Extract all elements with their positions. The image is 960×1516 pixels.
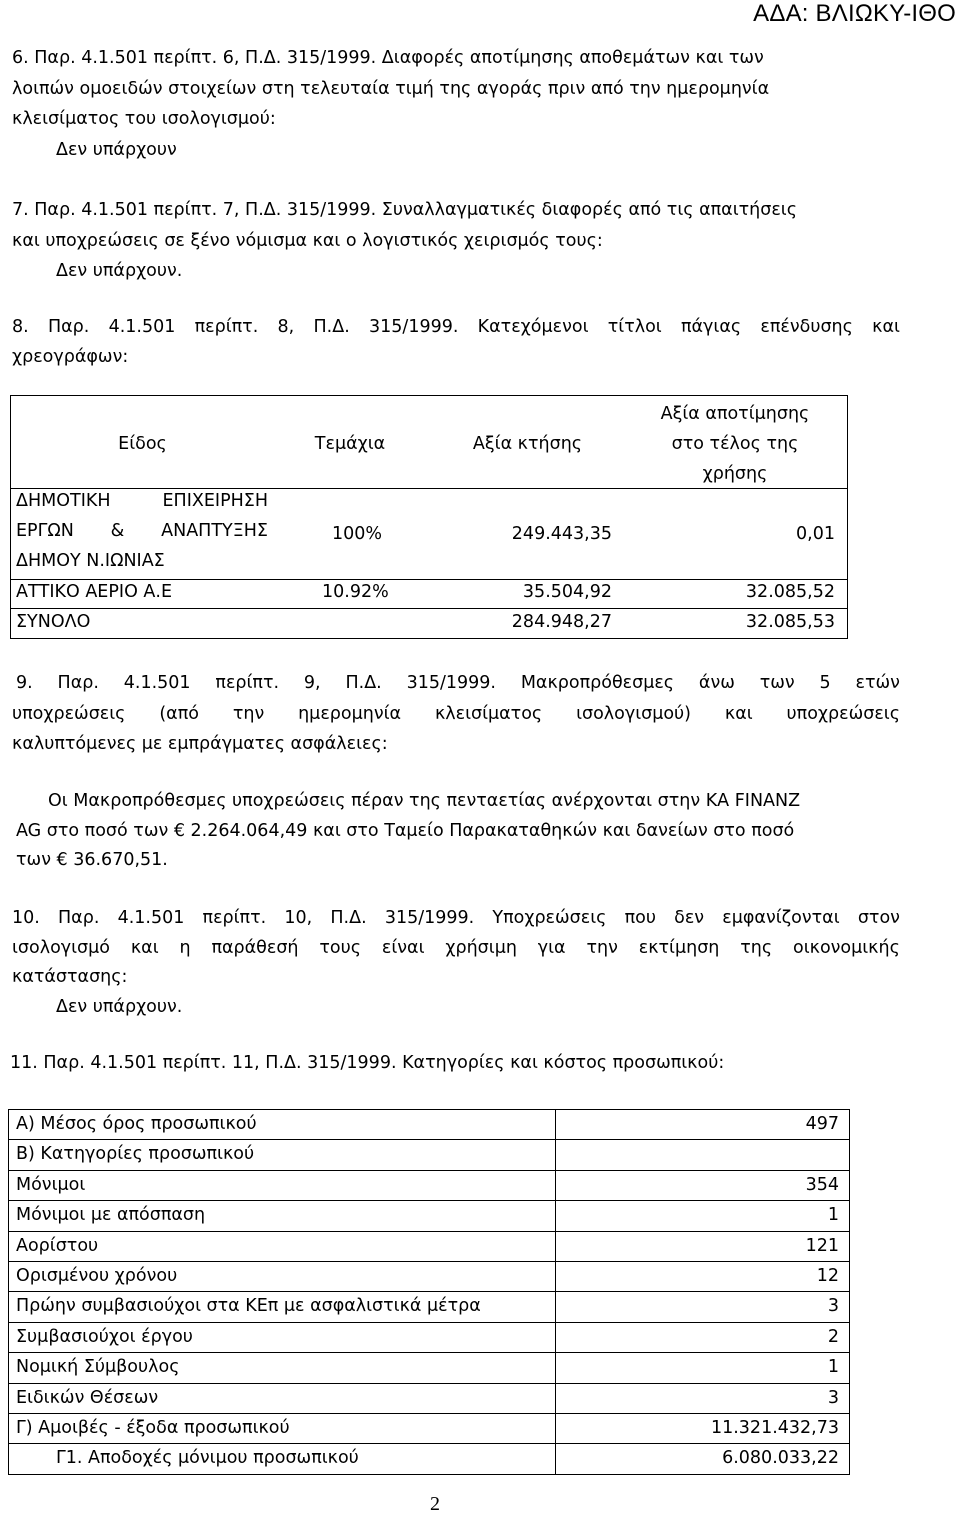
staff-row-border: [8, 1200, 849, 1201]
section6-line3: κλεισίματος του ισολογισμού:: [12, 109, 276, 129]
row1-pieces: 100%: [332, 524, 383, 544]
section8-line1-word: Π.Δ.: [313, 317, 350, 337]
section10-line2-word: τους: [319, 938, 362, 958]
row1-type-line1: [16, 490, 268, 512]
header-pieces: Τεμάχια: [314, 434, 386, 454]
section10-line3: κατάστασης:: [12, 967, 128, 987]
section10-line1-word: που: [624, 908, 656, 928]
row1-type-line1-word: ΕΠΙΧΕΙΡΗΣΗ: [162, 491, 268, 511]
row3-cost: 284.948,27: [511, 612, 612, 632]
section10-line1-word: 4.1.501: [117, 908, 185, 928]
row1-cost: 249.443,35: [511, 524, 612, 544]
section8-line1: [12, 316, 900, 338]
section10-line1-word: 10,: [284, 908, 313, 928]
section10-line1-word: στον: [857, 908, 900, 928]
row2-pieces: 10.92%: [322, 582, 389, 602]
header-cost: Αξία κτήσης: [472, 434, 583, 454]
section10-line2-word: οικονομικής: [793, 938, 900, 958]
row3-type: ΣΥΝΟΛΟ: [16, 612, 91, 632]
section8-line1-word: Κατεχόμενοι: [477, 317, 589, 337]
section10-line1-word: Υποχρεώσεις: [492, 908, 607, 928]
section9-line3: καλυπτόμενες με εμπράγματες ασφάλειες:: [12, 734, 388, 754]
row2-type: ΑΤΤΙΚΟ ΑΕΡΙΟ Α.Ε: [16, 582, 172, 602]
section9-line1-word: 315/1999.: [406, 673, 496, 693]
section8-line1-word: επένδυσης: [760, 317, 853, 337]
section9-line1-word: Π.Δ.: [345, 673, 382, 693]
staff-row-border: [8, 1231, 849, 1232]
row1-type-line2: [16, 520, 268, 542]
section10-line1-word: δεν: [674, 908, 705, 928]
staff-row-value: 1: [827, 1357, 839, 1378]
staff-row-value: 11.321.432,73: [710, 1418, 839, 1438]
header-type: Είδος: [118, 434, 167, 454]
staff-row-label: Αορίστου: [16, 1235, 99, 1256]
section8-line1-word: πάγιας: [680, 317, 742, 337]
staff-row-value: 354: [805, 1174, 839, 1195]
section10-line1-word: 10.: [12, 908, 40, 928]
staff-row-border: [8, 1139, 849, 1140]
section10-line2-word: για: [537, 938, 566, 958]
section9-line2-word: υποχρεώσεις: [786, 704, 900, 724]
staff-row-label: Νομική Σύμβουλος: [16, 1357, 180, 1378]
section10-line2-word: εκτίμηση: [638, 938, 720, 958]
row1-type-line3: ΔΗΜΟΥ Ν.ΙΩΝΙΑΣ: [16, 551, 165, 571]
section9-line2-word: υποχρεώσεις: [12, 704, 126, 724]
section10-line1: [12, 907, 900, 929]
section6-answer: Δεν υπάρχουν: [56, 140, 177, 160]
staff-row-border: [8, 1322, 849, 1323]
section10-answer: Δεν υπάρχουν.: [56, 997, 183, 1017]
section10-line2-word: την: [586, 938, 618, 958]
staff-row-value: 3: [827, 1387, 839, 1408]
staff-row-label: Γ) Αμοιβές - έξοδα προσωπικού: [16, 1418, 290, 1438]
section9-line2-word: και: [724, 704, 753, 724]
section9-line1-word: άνω: [698, 673, 735, 693]
row1-type-line2-word: &: [110, 521, 125, 541]
section7-line1: 7. Παρ. 4.1.501 περίπτ. 7, Π.Δ. 315/1999. Συναλλαγματικές διαφορές από τις απαιτήσεις: [12, 200, 797, 220]
section6-line2: λοιπών ομοειδών στοιχείων στη τελευταία τιμή της αγοράς πριν από την ημερομηνία: [12, 79, 770, 99]
section9-line1-word: των: [759, 673, 795, 693]
staff-border-right: [849, 1109, 850, 1475]
section9-line1-word: 5: [819, 673, 831, 693]
section9-line2-word: ισολογισμού): [576, 704, 692, 724]
section9-para-line3: των € 36.670,51.: [16, 850, 168, 870]
section7-answer: Δεν υπάρχουν.: [56, 261, 183, 281]
staff-row-label: Ειδικών Θέσεων: [16, 1387, 159, 1408]
staff-row-label: Μόνιμοι: [16, 1174, 86, 1195]
section9-para-line1: Οι Μακροπρόθεσμες υποχρεώσεις πέραν της πενταετίας ανέρχονται στην ΚΑ FINANZ: [48, 791, 801, 811]
staff-row-value: 121: [805, 1235, 839, 1256]
staff-row-border: [8, 1443, 849, 1444]
section10-line2-word: ισολογισμό: [12, 938, 110, 958]
section9-line1: [16, 672, 900, 694]
staff-row-border: [8, 1170, 849, 1171]
section10-line2-word: είναι: [381, 938, 425, 958]
staff-row-label: Γ1. Αποδοχές μόνιμου προσωπικού: [56, 1448, 359, 1469]
staff-row-border: [8, 1413, 849, 1414]
staff-row-label: Μόνιμοι με απόσπαση: [16, 1205, 206, 1226]
section9-line2: [12, 703, 900, 725]
row2-value: 32.085,52: [745, 582, 835, 602]
section10-line1-word: Παρ.: [58, 908, 100, 928]
section9-line2-word: την: [232, 704, 265, 724]
staff-row-border: [8, 1109, 849, 1110]
section10-line1-word: 315/1999.: [384, 908, 475, 928]
section8-line1-word: 8,: [277, 317, 295, 337]
section8-line2: χρεογράφων:: [12, 347, 129, 367]
section10-line2: [12, 937, 900, 959]
section10-line2-word: και: [130, 938, 159, 958]
section10-line1-word: εμφανίζονται: [722, 908, 840, 928]
staff-row-border: [8, 1352, 849, 1353]
section7-line2: και υποχρεώσεις σε ξένο νόμισμα και ο λογιστικός χειρισμός τους:: [12, 231, 603, 251]
section9-line1-word: 4.1.501: [123, 673, 191, 693]
staff-row-value: 12: [816, 1266, 839, 1286]
section10-line2-word: χρήσιμη: [445, 938, 517, 958]
section9-line2-word: κλεισίματος: [434, 704, 543, 724]
row1-type-line1-word: ΔΗΜΟΤΙΚΗ: [16, 491, 111, 511]
staff-row-value: 1: [827, 1205, 839, 1226]
section9-line1-word: Μακροπρόθεσμες: [520, 673, 675, 693]
staff-row-label: Πρώην συμβασιούχοι στα ΚΕπ με ασφαλιστικά μέτρα: [16, 1296, 481, 1317]
section10-line2-word: της: [740, 938, 773, 958]
section10-line2-word: παράθεσή: [211, 938, 299, 958]
section10-line2-word: η: [179, 938, 191, 958]
section9-line1-word: περίπτ.: [215, 673, 280, 693]
staff-row-border: [8, 1474, 849, 1475]
staff-row-border: [8, 1291, 849, 1292]
section8-line1-word: Παρ.: [47, 317, 90, 337]
section9-line1-word: ετών: [855, 673, 900, 693]
staff-row-value: 6.080.033,22: [722, 1448, 839, 1469]
section9-line2-word: (από: [159, 704, 199, 724]
section9-para-line2: AG στο ποσό των € 2.264.064,49 και στο Ταμείο Παρακαταθηκών και δανείων στο ποσό: [16, 821, 795, 841]
section11-title: 11. Παρ. 4.1.501 περίπτ. 11, Π.Δ. 315/1999. Κατηγορίες και κόστος προσωπικού:: [10, 1053, 725, 1073]
section10-line1-word: περίπτ.: [202, 908, 267, 928]
staff-row-label: Συμβασιούχοι έργου: [16, 1326, 193, 1347]
section9-line1-word: Παρ.: [57, 673, 99, 693]
ada-watermark: ΑΔΑ: ΒΛΙΩΚΥ-ΙΘΟ: [753, 0, 956, 27]
section8-line1-word: 315/1999.: [369, 317, 459, 337]
staff-row-value: 3: [827, 1296, 839, 1317]
page-number: 2: [430, 1493, 440, 1515]
section10-line1-word: Π.Δ.: [330, 908, 367, 928]
section8-line1-word: 8.: [12, 317, 29, 337]
section9-line1-word: 9.: [16, 673, 33, 693]
staff-row-value: 2: [827, 1326, 839, 1347]
section8-line1-word: και: [872, 317, 900, 337]
row3-value: 32.085,53: [745, 612, 835, 632]
header-value-line2: στο τέλος της: [671, 434, 799, 454]
staff-border-left: [8, 1109, 9, 1474]
row2-cost: 35.504,92: [522, 582, 612, 602]
staff-row-border: [8, 1383, 849, 1384]
row1-type-line2-word: ΑΝΑΠΤΥΞΗΣ: [161, 521, 268, 541]
section8-line1-word: περίπτ.: [194, 317, 259, 337]
staff-row-label: Α) Μέσος όρος προσωπικού: [16, 1114, 257, 1134]
staff-row-value: 497: [805, 1114, 839, 1134]
row1-type-line2-word: ΕΡΓΩΝ: [16, 521, 74, 541]
header-value-line3: χρήσης: [702, 464, 768, 484]
section6-line1: 6. Παρ. 4.1.501 περίπτ. 6, Π.Δ. 315/1999. Διαφορές αποτίμησης αποθεμάτων και των: [12, 48, 764, 68]
staff-row-border: [8, 1261, 849, 1262]
section8-line1-word: τίτλοι: [607, 317, 662, 337]
row1-value: 0,01: [796, 524, 835, 544]
section9-line1-word: 9,: [303, 673, 321, 693]
header-value-line1: Αξία αποτίμησης: [660, 404, 810, 424]
section9-line2-word: ημερομηνία: [298, 704, 402, 724]
staff-row-label: Ορισμένου χρόνου: [16, 1266, 178, 1286]
section8-line1-word: 4.1.501: [108, 317, 176, 337]
staff-row-label: Β) Κατηγορίες προσωπικού: [16, 1144, 255, 1165]
